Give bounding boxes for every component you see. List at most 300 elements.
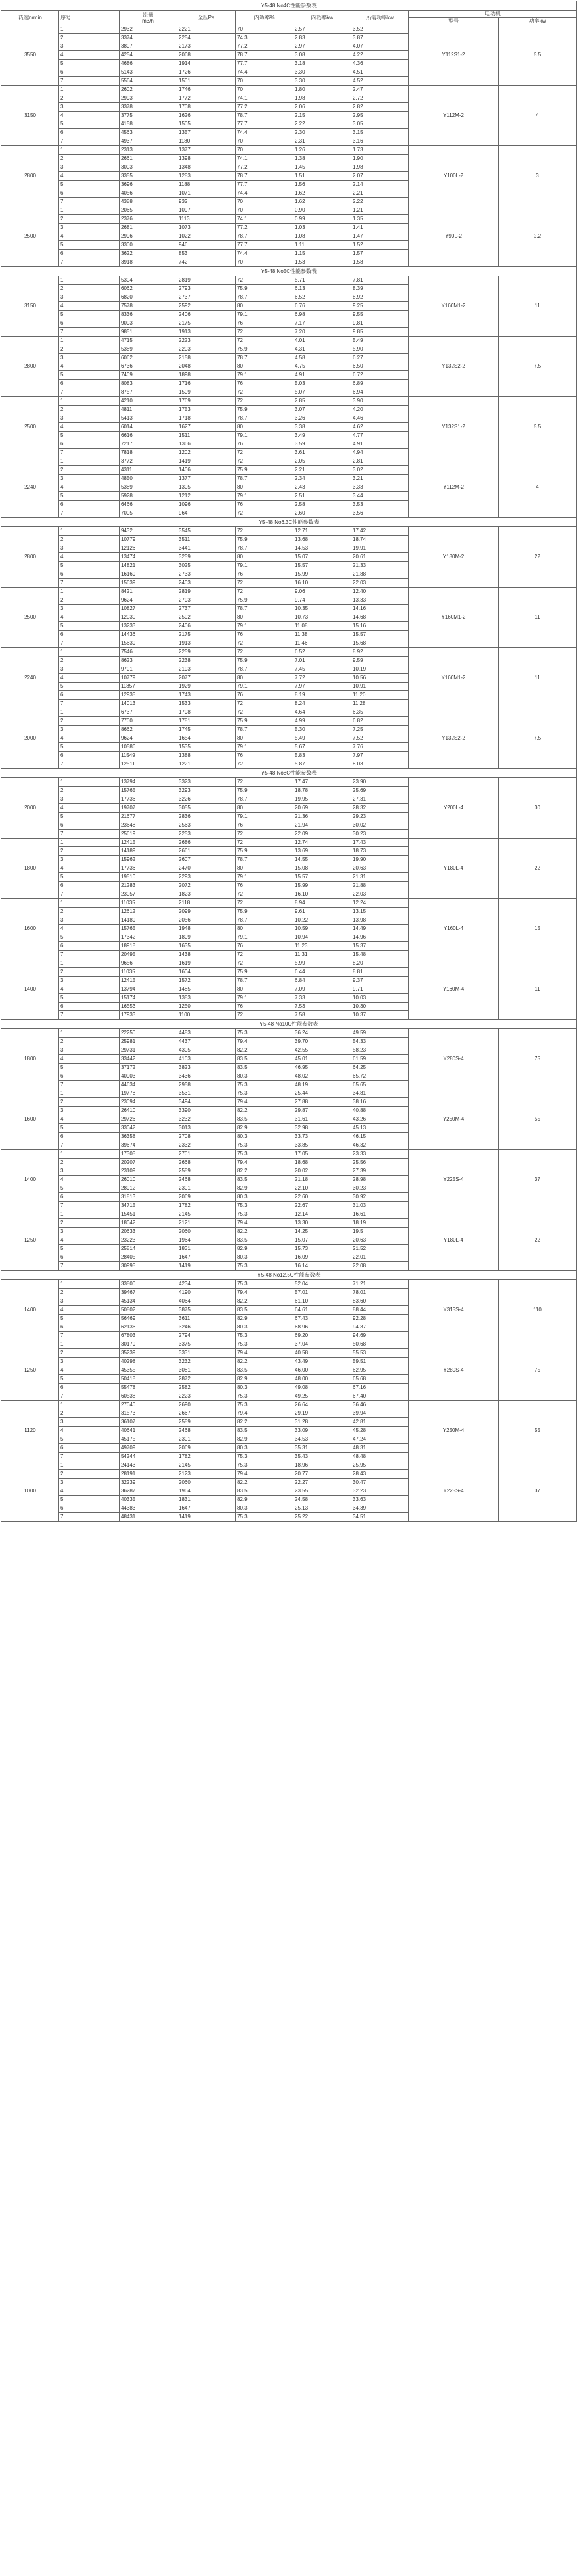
flow-cell: 49709 — [120, 1444, 177, 1453]
efficiency-cell: 74.4 — [236, 189, 293, 198]
efficiency-cell: 75.3 — [236, 1141, 293, 1150]
internal-power-cell: 33.85 — [293, 1141, 351, 1150]
seq-cell: 6 — [59, 1193, 120, 1202]
efficiency-cell: 82.9 — [236, 1315, 293, 1323]
seq-cell: 2 — [59, 787, 120, 795]
required-power-cell: 17.42 — [351, 527, 409, 536]
required-power-cell: 94.69 — [351, 1332, 409, 1340]
efficiency-cell: 70 — [236, 206, 293, 215]
seq-cell: 2 — [59, 1470, 120, 1479]
required-power-cell: 8.03 — [351, 760, 409, 769]
pressure-cell: 1913 — [177, 639, 236, 648]
efficiency-cell: 75.9 — [236, 536, 293, 544]
efficiency-cell: 75.9 — [236, 847, 293, 856]
flow-cell: 40298 — [120, 1358, 177, 1366]
pressure-cell: 1366 — [177, 440, 236, 449]
required-power-cell: 92.28 — [351, 1315, 409, 1323]
internal-power-cell: 1.56 — [293, 181, 351, 189]
efficiency-cell: 80 — [236, 734, 293, 743]
internal-power-cell: 4.64 — [293, 708, 351, 717]
pressure-cell: 2175 — [177, 319, 236, 328]
table-row — [1, 1150, 577, 1159]
seq-cell: 2 — [59, 1409, 120, 1418]
pressure-cell: 2701 — [177, 1150, 236, 1159]
efficiency-cell: 78.7 — [236, 544, 293, 553]
header-row-top — [1, 11, 577, 18]
required-power-cell: 38.16 — [351, 1098, 409, 1107]
required-power-cell: 19.90 — [351, 856, 409, 864]
pressure-cell: 3390 — [177, 1107, 236, 1115]
flow-cell: 6466 — [120, 501, 177, 509]
seq-cell: 2 — [59, 1219, 120, 1228]
required-power-cell: 36.46 — [351, 1401, 409, 1409]
internal-power-cell: 2.83 — [293, 34, 351, 42]
internal-power-cell: 35.43 — [293, 1453, 351, 1461]
efficiency-cell: 80 — [236, 553, 293, 562]
motor-model-cell: Y132S2-2 — [409, 337, 499, 397]
internal-power-cell: 52.04 — [293, 1280, 351, 1289]
efficiency-cell: 74.4 — [236, 68, 293, 77]
internal-power-cell: 26.64 — [293, 1401, 351, 1409]
required-power-cell: 32.23 — [351, 1487, 409, 1496]
internal-power-cell: 15.08 — [293, 864, 351, 873]
required-power-cell: 21.88 — [351, 882, 409, 890]
seq-cell: 3 — [59, 665, 120, 674]
pressure-cell: 2589 — [177, 1167, 236, 1176]
flow-cell: 19510 — [120, 873, 177, 882]
seq-cell: 7 — [59, 1262, 120, 1271]
motor-power-cell: 37 — [499, 1150, 577, 1210]
efficiency-cell: 78.7 — [236, 354, 293, 362]
pressure-cell: 1419 — [177, 1262, 236, 1271]
rpm-cell: 1400 — [1, 1280, 59, 1340]
internal-power-cell: 25.13 — [293, 1504, 351, 1513]
internal-power-cell: 15.57 — [293, 562, 351, 570]
internal-power-cell: 15.99 — [293, 882, 351, 890]
efficiency-cell: 74.4 — [236, 129, 293, 137]
pressure-cell: 2193 — [177, 665, 236, 674]
seq-cell: 5 — [59, 1375, 120, 1384]
flow-cell: 2996 — [120, 232, 177, 241]
efficiency-cell: 79.1 — [236, 622, 293, 631]
efficiency-cell: 72 — [236, 328, 293, 337]
efficiency-cell: 80.3 — [236, 1444, 293, 1453]
efficiency-cell: 77.7 — [236, 241, 293, 250]
internal-power-cell: 29.87 — [293, 1107, 351, 1115]
flow-cell: 14189 — [120, 847, 177, 856]
required-power-cell: 6.35 — [351, 708, 409, 717]
motor-model-cell: Y112M-2 — [409, 457, 499, 518]
flow-cell: 4811 — [120, 406, 177, 414]
flow-cell: 21283 — [120, 882, 177, 890]
seq-cell: 2 — [59, 1289, 120, 1297]
internal-power-cell: 6.44 — [293, 968, 351, 977]
internal-power-cell: 61.10 — [293, 1297, 351, 1306]
seq-cell: 7 — [59, 1392, 120, 1401]
efficiency-cell: 76 — [236, 570, 293, 579]
section-title: Y5-48 No10C性能参数表 — [1, 1020, 577, 1029]
internal-power-header: 内功率kw — [293, 11, 351, 25]
internal-power-cell: 15.99 — [293, 570, 351, 579]
required-power-cell: 1.58 — [351, 258, 409, 267]
pressure-cell: 4234 — [177, 1280, 236, 1289]
flow-cell: 19778 — [120, 1089, 177, 1098]
flow-cell: 2065 — [120, 206, 177, 215]
flow-cell: 25619 — [120, 830, 177, 839]
efficiency-cell: 77.7 — [236, 181, 293, 189]
table-row — [1, 276, 577, 285]
section-title-row — [1, 769, 577, 778]
flow-cell: 3374 — [120, 34, 177, 42]
motor-model-cell: Y112S1-2 — [409, 25, 499, 86]
flow-cell: 54244 — [120, 1453, 177, 1461]
seq-cell: 3 — [59, 354, 120, 362]
flow-cell: 33042 — [120, 1124, 177, 1133]
internal-power-cell: 1.38 — [293, 155, 351, 163]
efficiency-cell: 78.7 — [236, 605, 293, 613]
pressure-cell: 2406 — [177, 622, 236, 631]
internal-power-cell: 7.20 — [293, 328, 351, 337]
required-power-cell: 3.05 — [351, 120, 409, 129]
required-power-cell: 42.81 — [351, 1418, 409, 1427]
seq-cell: 5 — [59, 1245, 120, 1253]
internal-power-cell: 2.15 — [293, 112, 351, 120]
efficiency-cell: 72 — [236, 951, 293, 959]
flow-cell: 25981 — [120, 1038, 177, 1046]
motor-power-cell: 11 — [499, 959, 577, 1020]
seq-cell: 7 — [59, 760, 120, 769]
internal-power-cell: 1.62 — [293, 189, 351, 198]
internal-power-cell: 7.97 — [293, 683, 351, 691]
internal-power-cell: 22.60 — [293, 1193, 351, 1202]
required-power-cell: 8.92 — [351, 648, 409, 657]
efficiency-cell: 72 — [236, 830, 293, 839]
pressure-cell: 3055 — [177, 804, 236, 813]
efficiency-cell: 79.1 — [236, 813, 293, 821]
efficiency-cell: 75.3 — [236, 1340, 293, 1349]
seq-cell: 5 — [59, 432, 120, 440]
efficiency-cell: 74.3 — [236, 34, 293, 42]
required-power-cell: 3.52 — [351, 25, 409, 34]
required-power-cell: 1.47 — [351, 232, 409, 241]
internal-power-cell: 19.95 — [293, 795, 351, 804]
flow-cell: 8757 — [120, 388, 177, 397]
seq-cell: 6 — [59, 1323, 120, 1332]
efficiency-cell: 78.7 — [236, 232, 293, 241]
seq-cell: 3 — [59, 977, 120, 985]
flow-cell: 31813 — [120, 1193, 177, 1202]
efficiency-cell: 79.4 — [236, 1098, 293, 1107]
internal-power-cell: 7.17 — [293, 319, 351, 328]
seq-cell: 1 — [59, 527, 120, 536]
required-power-cell: 46.15 — [351, 1133, 409, 1141]
seq-cell: 4 — [59, 1366, 120, 1375]
flow-cell: 2602 — [120, 86, 177, 94]
flow-cell: 30995 — [120, 1262, 177, 1271]
required-power-cell: 10.56 — [351, 674, 409, 683]
section-title-row — [1, 1, 577, 11]
pressure-cell: 1073 — [177, 224, 236, 232]
seq-cell: 5 — [59, 1435, 120, 1444]
required-power-cell: 9.25 — [351, 302, 409, 311]
pressure-cell: 1831 — [177, 1496, 236, 1504]
efficiency-cell: 75.3 — [236, 1401, 293, 1409]
pressure-cell: 1929 — [177, 683, 236, 691]
motor-model-cell: Y250M-4 — [409, 1089, 499, 1150]
efficiency-cell: 78.7 — [236, 856, 293, 864]
required-power-cell: 23.90 — [351, 778, 409, 787]
pressure-cell: 2836 — [177, 813, 236, 821]
efficiency-cell: 75.9 — [236, 657, 293, 665]
flow-cell: 9093 — [120, 319, 177, 328]
efficiency-cell: 72 — [236, 449, 293, 457]
efficiency-cell: 75.3 — [236, 1453, 293, 1461]
seq-cell: 1 — [59, 1089, 120, 1098]
internal-power-cell: 8.24 — [293, 700, 351, 708]
motor-model-cell: Y180L-4 — [409, 839, 499, 899]
internal-power-cell: 1.26 — [293, 146, 351, 155]
efficiency-cell: 75.9 — [236, 406, 293, 414]
pressure-cell: 1708 — [177, 103, 236, 112]
required-power-cell: 8.39 — [351, 285, 409, 293]
table-row — [1, 457, 577, 466]
internal-power-cell: 68.96 — [293, 1323, 351, 1332]
seq-cell: 7 — [59, 449, 120, 457]
flow-cell: 7546 — [120, 648, 177, 657]
internal-power-cell: 5.99 — [293, 959, 351, 968]
motor-model-cell: Y160M1-2 — [409, 276, 499, 337]
efficiency-cell: 75.3 — [236, 1513, 293, 1522]
motor-power-cell: 75 — [499, 1340, 577, 1401]
efficiency-cell: 82.2 — [236, 1228, 293, 1236]
seq-cell: 3 — [59, 856, 120, 864]
pressure-cell: 1305 — [177, 483, 236, 492]
pressure-cell: 1746 — [177, 86, 236, 94]
flow-cell: 13794 — [120, 985, 177, 994]
seq-cell: 6 — [59, 1253, 120, 1262]
internal-power-cell: 25.22 — [293, 1513, 351, 1522]
pressure-cell: 2259 — [177, 648, 236, 657]
motor-power-cell: 5.5 — [499, 25, 577, 86]
required-power-cell: 46.32 — [351, 1141, 409, 1150]
internal-power-cell: 6.52 — [293, 293, 351, 302]
seq-cell: 3 — [59, 414, 120, 423]
internal-power-cell: 7.01 — [293, 657, 351, 665]
internal-power-cell: 49.08 — [293, 1384, 351, 1392]
table-row — [1, 708, 577, 717]
flow-cell: 12126 — [120, 544, 177, 553]
pressure-cell: 1398 — [177, 155, 236, 163]
seq-cell: 3 — [59, 916, 120, 925]
efficiency-cell: 80.3 — [236, 1504, 293, 1513]
efficiency-cell: 76 — [236, 882, 293, 890]
seq-cell: 4 — [59, 232, 120, 241]
efficiency-cell: 77.2 — [236, 163, 293, 172]
internal-power-cell: 0.99 — [293, 215, 351, 224]
seq-cell: 2 — [59, 1349, 120, 1358]
flow-cell: 3775 — [120, 112, 177, 120]
seq-cell: 3 — [59, 1418, 120, 1427]
efficiency-cell: 78.7 — [236, 665, 293, 674]
pressure-cell: 1505 — [177, 120, 236, 129]
rpm-cell: 1000 — [1, 1461, 59, 1522]
efficiency-cell: 83.5 — [236, 1055, 293, 1064]
seq-cell: 3 — [59, 103, 120, 112]
pressure-cell: 1914 — [177, 60, 236, 68]
internal-power-cell: 3.59 — [293, 440, 351, 449]
internal-power-cell: 22.10 — [293, 1184, 351, 1193]
efficiency-cell: 78.7 — [236, 51, 293, 60]
required-power-cell: 30.23 — [351, 1184, 409, 1193]
internal-power-cell: 40.58 — [293, 1349, 351, 1358]
seq-cell: 6 — [59, 1003, 120, 1011]
seq-cell: 4 — [59, 1115, 120, 1124]
pressure-cell: 2406 — [177, 311, 236, 319]
seq-cell: 3 — [59, 1228, 120, 1236]
flow-cell: 13233 — [120, 622, 177, 631]
pressure-cell: 2077 — [177, 674, 236, 683]
motor-model-cell: Y160M1-2 — [409, 588, 499, 648]
rpm-cell: 2000 — [1, 708, 59, 769]
efficiency-cell: 75.3 — [236, 1262, 293, 1271]
rpm-cell: 2800 — [1, 527, 59, 588]
pressure-cell: 1113 — [177, 215, 236, 224]
efficiency-cell: 80 — [236, 483, 293, 492]
flow-cell: 9701 — [120, 665, 177, 674]
motor-model-cell: Y315S-4 — [409, 1280, 499, 1340]
pressure-cell: 4483 — [177, 1029, 236, 1038]
pressure-cell: 1377 — [177, 146, 236, 155]
efficiency-cell: 72 — [236, 1011, 293, 1020]
internal-power-cell: 5.67 — [293, 743, 351, 752]
pressure-cell: 2121 — [177, 1219, 236, 1228]
pressure-cell: 1726 — [177, 68, 236, 77]
seq-cell: 1 — [59, 588, 120, 596]
required-power-cell: 31.03 — [351, 1202, 409, 1210]
motor-power-cell: 55 — [499, 1089, 577, 1150]
internal-power-cell: 48.02 — [293, 1072, 351, 1081]
efficiency-cell: 75.9 — [236, 787, 293, 795]
flow-cell: 56469 — [120, 1315, 177, 1323]
pressure-cell: 2661 — [177, 847, 236, 856]
seq-cell: 1 — [59, 397, 120, 406]
efficiency-cell: 72 — [236, 457, 293, 466]
required-power-cell: 7.81 — [351, 276, 409, 285]
pressure-cell: 2123 — [177, 1470, 236, 1479]
required-power-cell: 34.51 — [351, 1513, 409, 1522]
flow-cell: 62136 — [120, 1323, 177, 1332]
internal-power-cell: 4.58 — [293, 354, 351, 362]
flow-cell: 5389 — [120, 483, 177, 492]
pressure-cell: 2667 — [177, 1409, 236, 1418]
flow-cell: 11035 — [120, 899, 177, 908]
required-power-cell: 1.52 — [351, 241, 409, 250]
required-power-cell: 2.82 — [351, 103, 409, 112]
seq-cell: 1 — [59, 839, 120, 847]
flow-cell: 5564 — [120, 77, 177, 86]
required-power-cell: 28.98 — [351, 1176, 409, 1184]
pressure-cell: 2060 — [177, 1228, 236, 1236]
required-power-cell: 18.74 — [351, 536, 409, 544]
required-power-cell: 33.63 — [351, 1496, 409, 1504]
flow-cell: 3355 — [120, 172, 177, 181]
flow-cell: 3003 — [120, 163, 177, 172]
seq-cell: 2 — [59, 908, 120, 916]
pressure-cell: 1419 — [177, 457, 236, 466]
efficiency-cell: 75.3 — [236, 1332, 293, 1340]
efficiency-cell: 72 — [236, 527, 293, 536]
flow-cell: 4937 — [120, 137, 177, 146]
pressure-cell: 1769 — [177, 397, 236, 406]
flow-cell: 5928 — [120, 492, 177, 501]
efficiency-cell: 70 — [236, 77, 293, 86]
required-power-cell: 9.85 — [351, 328, 409, 337]
seq-cell: 6 — [59, 129, 120, 137]
motor-power-cell: 11 — [499, 588, 577, 648]
pressure-cell: 3232 — [177, 1358, 236, 1366]
motor-power-cell: 110 — [499, 1280, 577, 1340]
efficiency-cell: 75.9 — [236, 908, 293, 916]
efficiency-cell: 80.3 — [236, 1384, 293, 1392]
seq-cell: 2 — [59, 1038, 120, 1046]
internal-power-cell: 20.77 — [293, 1470, 351, 1479]
flow-cell: 4210 — [120, 397, 177, 406]
internal-power-cell: 57.01 — [293, 1289, 351, 1297]
seq-cell: 5 — [59, 181, 120, 189]
motor-model-cell: Y160M-4 — [409, 959, 499, 1020]
seq-cell: 1 — [59, 457, 120, 466]
required-power-cell: 6.82 — [351, 717, 409, 726]
required-power-cell: 2.14 — [351, 181, 409, 189]
flow-cell: 39674 — [120, 1141, 177, 1150]
pressure-cell: 3246 — [177, 1323, 236, 1332]
seq-cell: 7 — [59, 328, 120, 337]
required-power-cell: 10.37 — [351, 1011, 409, 1020]
flow-cell: 6062 — [120, 354, 177, 362]
required-power-cell: 21.52 — [351, 1245, 409, 1253]
internal-power-cell: 13.30 — [293, 1219, 351, 1228]
pressure-cell: 2048 — [177, 362, 236, 371]
motor-power-cell: 7.5 — [499, 337, 577, 397]
speed-header: 转速n/min — [1, 11, 59, 25]
efficiency-cell: 83.5 — [236, 1176, 293, 1184]
internal-power-cell: 11.23 — [293, 942, 351, 951]
required-power-cell: 1.98 — [351, 163, 409, 172]
seq-cell: 5 — [59, 311, 120, 319]
seq-cell: 6 — [59, 570, 120, 579]
pressure-cell: 1619 — [177, 959, 236, 968]
seq-cell: 7 — [59, 77, 120, 86]
flow-cell: 25814 — [120, 1245, 177, 1253]
efficiency-cell: 72 — [236, 959, 293, 968]
flow-cell: 9851 — [120, 328, 177, 337]
internal-power-cell: 1.98 — [293, 94, 351, 103]
flow-cell: 30179 — [120, 1340, 177, 1349]
flow-cell: 28191 — [120, 1470, 177, 1479]
internal-power-cell: 42.55 — [293, 1046, 351, 1055]
pressure-cell: 1718 — [177, 414, 236, 423]
internal-power-cell: 11.31 — [293, 951, 351, 959]
flow-cell: 12612 — [120, 908, 177, 916]
required-power-cell: 3.21 — [351, 475, 409, 483]
required-power-cell: 4.46 — [351, 414, 409, 423]
efficiency-cell: 83.5 — [236, 1366, 293, 1375]
seq-cell: 6 — [59, 68, 120, 77]
required-power-cell: 78.01 — [351, 1289, 409, 1297]
flow-cell: 17736 — [120, 795, 177, 804]
seq-cell: 1 — [59, 899, 120, 908]
required-power-cell: 65.65 — [351, 1081, 409, 1089]
